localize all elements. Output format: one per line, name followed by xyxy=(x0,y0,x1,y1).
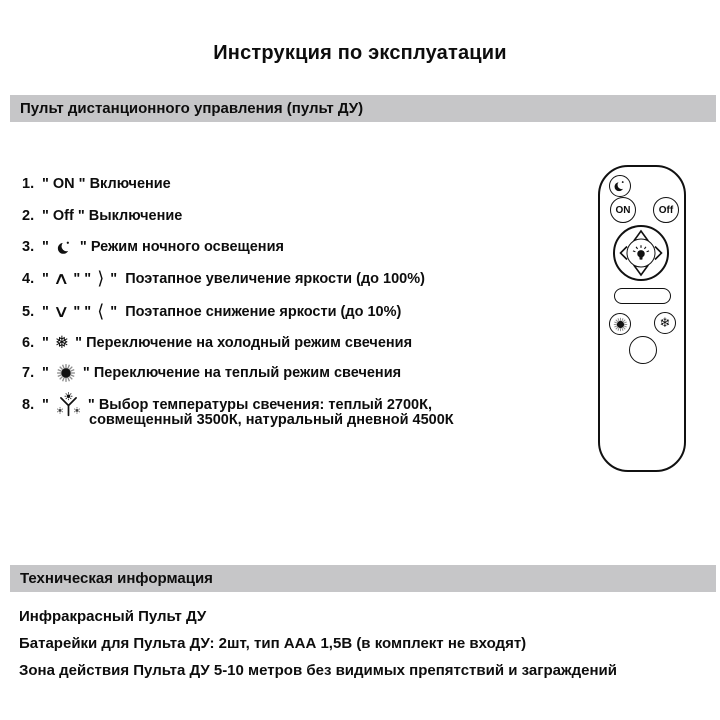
item-number: 1. xyxy=(22,176,35,192)
quote-mark: " xyxy=(42,239,53,255)
dpad-right-arrow xyxy=(655,247,662,260)
night-mode-button xyxy=(609,175,631,197)
quote-mark: " xyxy=(42,335,53,351)
warm-sun-icon xyxy=(56,363,76,383)
tech-info-line: Батарейки для Пульта ДУ: 2шт, тип ААА 1,5В (в комплект не входят) xyxy=(19,635,527,652)
item-number: 2. xyxy=(22,208,35,224)
off-button-label: Off xyxy=(658,204,674,216)
crescent-moon-icon xyxy=(56,239,73,256)
warm-sun-icon xyxy=(613,317,628,332)
item-text: " Режим ночного освещения xyxy=(75,239,284,255)
item-number: 7. xyxy=(22,365,35,381)
warm-mode-button xyxy=(609,313,631,335)
blank-round-button xyxy=(629,336,657,364)
item-text: " Поэтапное снижение яркости (до 10%) xyxy=(106,304,402,320)
chevron-up-icon: ∧ xyxy=(52,268,70,289)
quote-marks: " " xyxy=(69,271,96,287)
instruction-item-2 xyxy=(22,204,182,228)
crescent-moon-icon xyxy=(613,179,627,193)
chevron-down-icon: ∨ xyxy=(52,301,70,322)
instruction-item-6 xyxy=(22,331,412,355)
on-button xyxy=(610,197,636,223)
item-text: " Off " Выключение xyxy=(42,208,183,224)
quote-marks: " " xyxy=(69,304,96,320)
tech-info-line: Инфракрасный Пульт ДУ xyxy=(19,608,207,625)
item-text: " Переключение на теплый режим свечения xyxy=(78,365,402,381)
instruction-item-5 xyxy=(22,300,401,324)
instruction-item-3 xyxy=(22,235,284,259)
section-header-tech xyxy=(10,565,716,592)
item-text: " Переключение на холодный режим свечения xyxy=(71,335,413,351)
chevron-right-icon: ⟩ xyxy=(97,268,105,289)
cold-mode-button xyxy=(654,312,676,334)
instruction-item-1 xyxy=(22,172,171,196)
pill-button xyxy=(614,288,671,304)
tech-info-line: Зона действия Пульта ДУ 5-10 метров без видимых препятствий и заграждений xyxy=(19,662,617,679)
quote-mark: " xyxy=(42,397,53,413)
item-number: 3. xyxy=(22,239,35,255)
chevron-left-icon: ⟨ xyxy=(97,301,105,322)
remote-control-illustration xyxy=(598,165,686,472)
section-header-remote-label: Пульт дистанционного управления (пульт ДУ) xyxy=(20,100,364,117)
instruction-item-4 xyxy=(22,267,425,291)
item-number: 8. xyxy=(22,397,35,413)
item-number: 5. xyxy=(22,304,35,320)
quote-mark: " xyxy=(42,271,53,287)
dpad xyxy=(613,225,669,281)
quote-mark: " xyxy=(42,304,53,320)
off-button xyxy=(653,197,679,223)
instruction-item-8-line2: совмещенный 3500К, натуральный дневной 4500К xyxy=(89,412,454,428)
quote-mark: " xyxy=(42,365,53,381)
light-bulb-icon xyxy=(631,243,652,264)
section-header-remote xyxy=(10,95,716,122)
page-title: Инструкция по эксплуатации xyxy=(213,42,507,64)
instruction-item-7 xyxy=(22,361,401,385)
dpad-center-button xyxy=(627,239,656,268)
snowflake-icon: ❅ xyxy=(54,332,70,353)
on-button-label: ON xyxy=(615,204,631,216)
snowflake-icon: ❄ xyxy=(659,315,671,331)
item-text: " Выбор температуры свечения: теплый 2700К, xyxy=(83,397,432,413)
item-text: " Поэтапное увеличение яркости (до 100%) xyxy=(106,271,425,287)
item-text: " ON " Включение xyxy=(42,176,171,192)
item-number: 4. xyxy=(22,271,35,287)
item-number: 6. xyxy=(22,335,35,351)
section-header-tech-label: Техническая информация xyxy=(20,570,213,587)
temperature-select-icon xyxy=(56,392,81,419)
